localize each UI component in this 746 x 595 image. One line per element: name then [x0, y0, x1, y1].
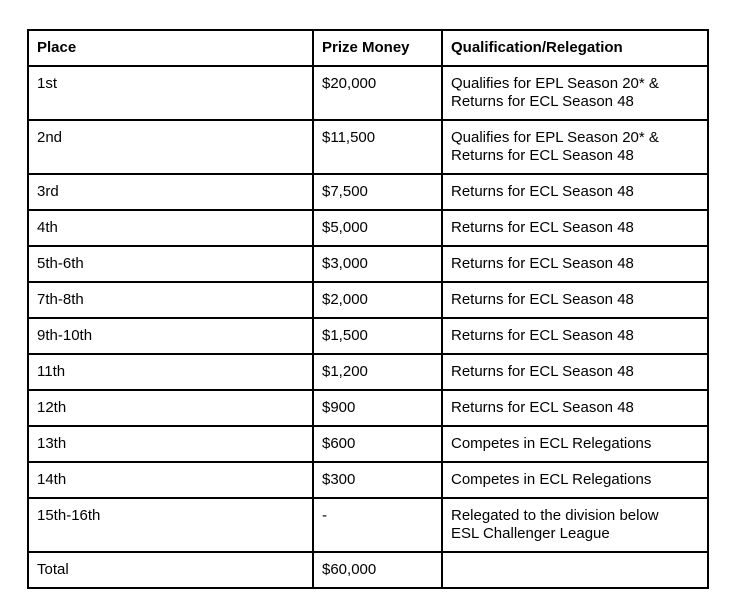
cell-qualification [442, 426, 708, 462]
cell-place: 15th-16th [28, 498, 313, 552]
cell-prize-money: - [313, 498, 442, 552]
qualification-line: ESL Challenger League [451, 525, 610, 542]
cell-prize-money: $1,200 [313, 354, 442, 390]
cell-prize-money: $600 [313, 426, 442, 462]
cell-prize-money: $300 [313, 462, 442, 498]
table-row [28, 318, 708, 354]
table-row [28, 210, 708, 246]
cell-place: 7th-8th [28, 282, 313, 318]
cell-qualification [442, 462, 708, 498]
qualification-line: Qualifies for EPL Season 20* & [451, 75, 659, 92]
cell-qualification [442, 318, 708, 354]
cell-prize-money: $11,500 [313, 120, 442, 174]
table-row [28, 66, 708, 120]
qualification-line: Qualifies for EPL Season 20* & [451, 129, 659, 146]
cell-prize-money: $3,000 [313, 246, 442, 282]
qualification-line: Returns for ECL Season 48 [451, 183, 634, 200]
cell-qualification [442, 174, 708, 210]
cell-place: 1st [28, 66, 313, 120]
table-row [28, 246, 708, 282]
cell-prize-money: $7,500 [313, 174, 442, 210]
cell-place: 11th [28, 354, 313, 390]
cell-place: 13th [28, 426, 313, 462]
cell-prize-money: $1,500 [313, 318, 442, 354]
qualification-line: Competes in ECL Relegations [451, 435, 652, 452]
qualification-line: Returns for ECL Season 48 [451, 93, 634, 110]
qualification-line: Returns for ECL Season 48 [451, 291, 634, 308]
cell-place: 12th [28, 390, 313, 426]
qualification-line: Returns for ECL Season 48 [451, 219, 634, 236]
cell-place: 4th [28, 210, 313, 246]
table-row [28, 552, 708, 588]
header-row [28, 30, 708, 66]
cell-prize-money: $2,000 [313, 282, 442, 318]
cell-prize-money: $5,000 [313, 210, 442, 246]
qualification-line: Returns for ECL Season 48 [451, 147, 634, 164]
header-place: Place [28, 30, 313, 66]
table-row [28, 120, 708, 174]
qualification-line: Returns for ECL Season 48 [451, 399, 634, 416]
qualification-line: Returns for ECL Season 48 [451, 363, 634, 380]
cell-place: 2nd [28, 120, 313, 174]
cell-place: 9th-10th [28, 318, 313, 354]
cell-qualification [442, 120, 708, 174]
prize-table [27, 29, 709, 589]
cell-qualification [442, 66, 708, 120]
table-row [28, 282, 708, 318]
header-qualification: Qualification/Relegation [442, 30, 708, 66]
cell-qualification [442, 282, 708, 318]
cell-qualification [442, 354, 708, 390]
header-prize-money: Prize Money [313, 30, 442, 66]
cell-place: 5th-6th [28, 246, 313, 282]
qualification-line: Competes in ECL Relegations [451, 471, 652, 488]
table-row [28, 174, 708, 210]
cell-qualification [442, 498, 708, 552]
cell-place: Total [28, 552, 313, 588]
table-row [28, 390, 708, 426]
table-row [28, 354, 708, 390]
cell-place: 3rd [28, 174, 313, 210]
cell-prize-money: $60,000 [313, 552, 442, 588]
cell-qualification [442, 246, 708, 282]
cell-qualification [442, 210, 708, 246]
cell-qualification [442, 390, 708, 426]
table-row [28, 462, 708, 498]
qualification-line: Returns for ECL Season 48 [451, 327, 634, 344]
table-body [28, 66, 708, 588]
cell-place: 14th [28, 462, 313, 498]
table-row [28, 498, 708, 552]
cell-qualification [442, 552, 708, 588]
qualification-line: Relegated to the division below [451, 507, 659, 524]
cell-prize-money: $20,000 [313, 66, 442, 120]
qualification-line: Returns for ECL Season 48 [451, 255, 634, 272]
cell-prize-money: $900 [313, 390, 442, 426]
table-row [28, 426, 708, 462]
